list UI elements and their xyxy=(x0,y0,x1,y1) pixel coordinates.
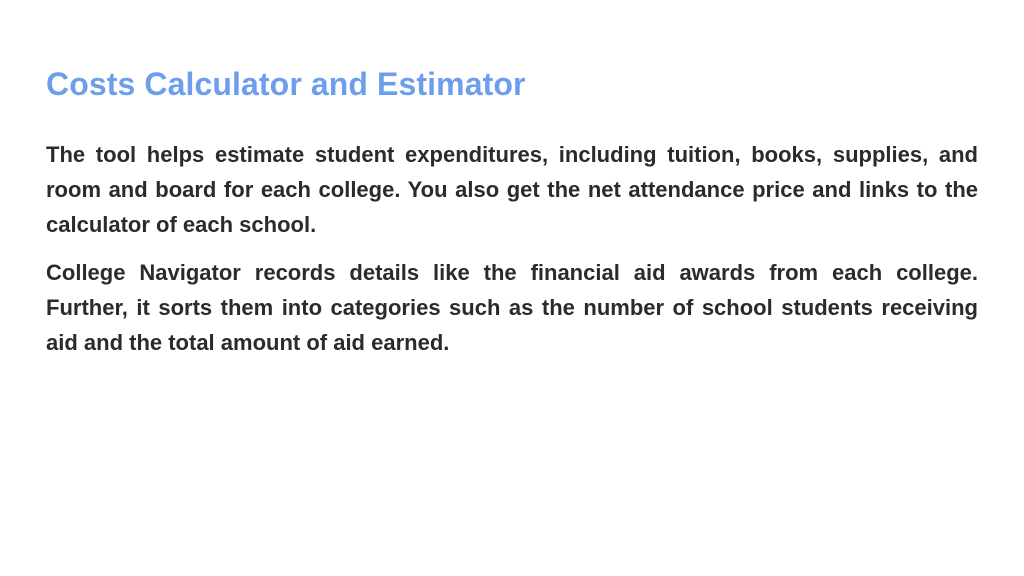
paragraph-costs-tool: The tool helps estimate student expenditures, including tuition, books, supplies, and room and board for each college. You also get the net attendance price and links to the calculator of each school. xyxy=(46,142,978,237)
slide-title: Costs Calculator and Estimator xyxy=(46,66,526,102)
slide-body xyxy=(46,137,978,360)
paragraph-college-navigator: College Navigator records details like the financial aid awards from each college. Further, it sorts them into categories such as the number of school students receiving aid and the total amount of aid earned. xyxy=(46,260,978,355)
